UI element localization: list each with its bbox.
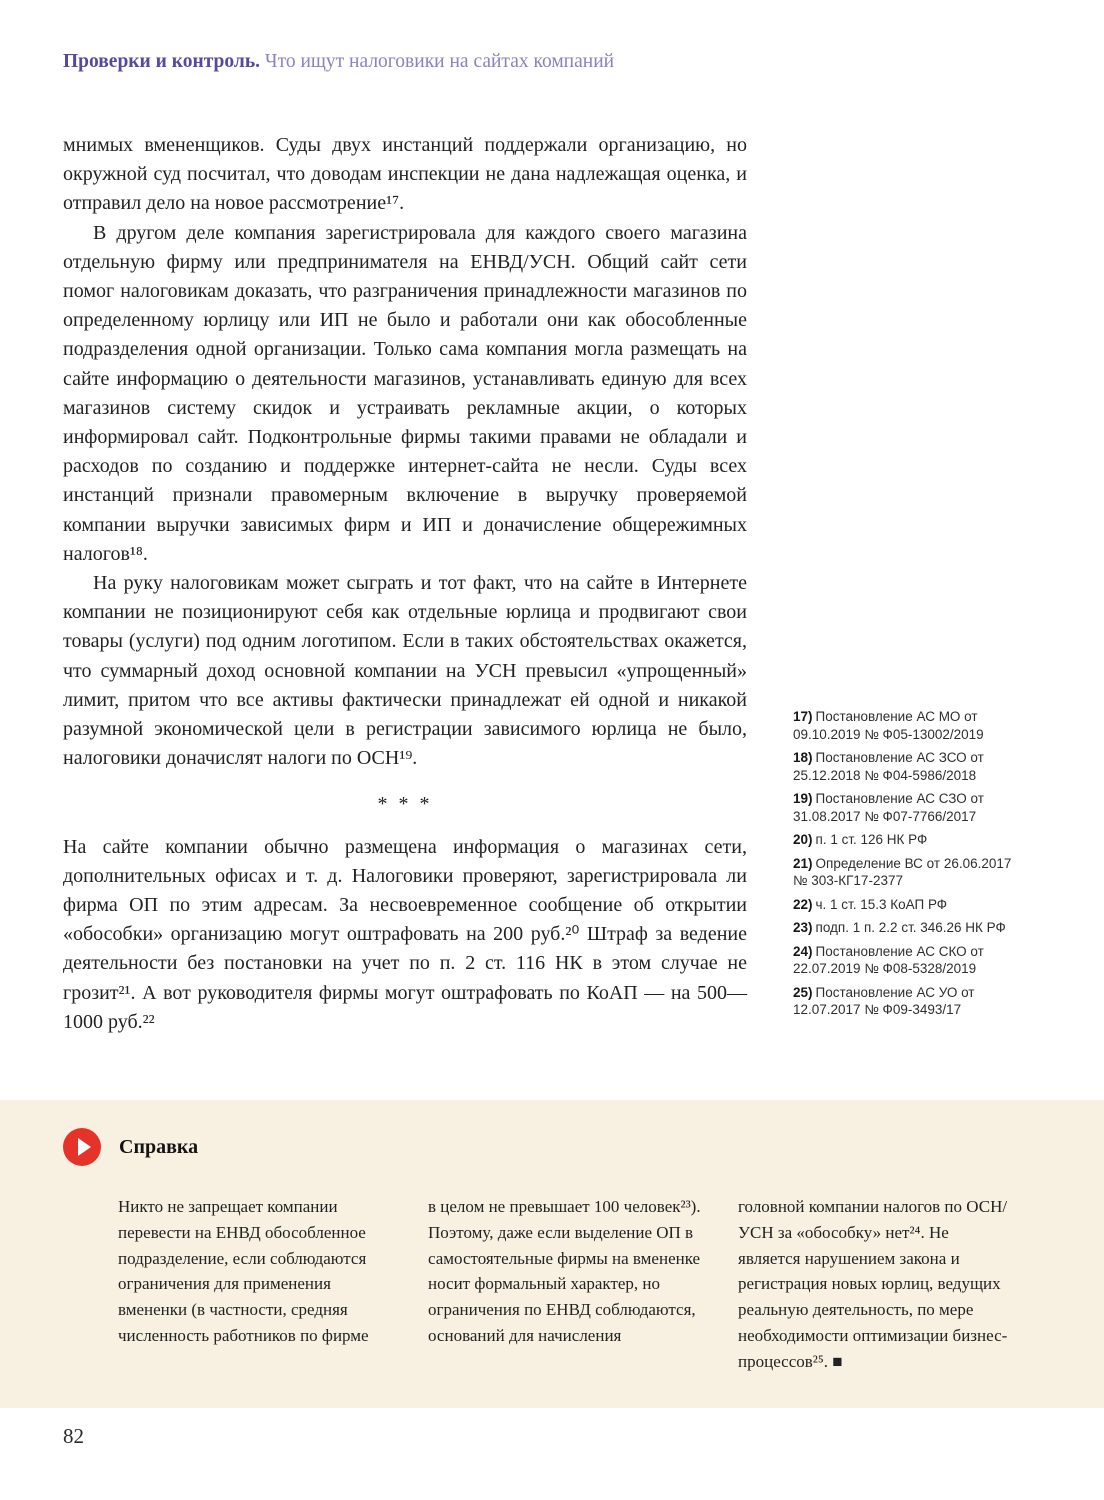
spravka-column: Никто не запрещает компании перевести на ЕНВД обособленное подразделение, если соблюдаются ограничения для применения вмененки (в частности, средняя численность работников по фирме [118, 1197, 369, 1345]
section-separator: * * * [377, 793, 433, 816]
footnote-text: подп. 1 п. 2.2 ст. 346.26 НК РФ [815, 920, 1006, 935]
footnote-number: 22) [793, 896, 813, 912]
spravka-column: головной компании налогов по ОСН/УСН за «обособку» нет²⁴. Не является нарушением закона и регистрация новых юрлиц, ведущих реальную деятельность, по мере необходимости оптимизации бизнес-процессов²⁵. ■ [738, 1197, 1008, 1371]
footnote-number: 18) [793, 750, 813, 765]
article-title: Что ищут налоговики на сайтах компаний [264, 51, 615, 72]
footnote [793, 855, 1015, 890]
footnote-number: 20) [793, 832, 813, 847]
spravka-head [63, 1128, 198, 1166]
footnotes-sidebar [793, 708, 1015, 1025]
footnote-number: 17) [793, 709, 813, 724]
footnote [793, 943, 1015, 978]
footnote [793, 984, 1015, 1019]
footnote-text: п. 1 ст. 126 НК РФ [815, 832, 928, 847]
play-icon [63, 1128, 101, 1166]
footnote-number: 24) [793, 943, 813, 959]
footnote-text: Определение ВС от 26.06.2017 № 303-КГ17-2377 [793, 855, 1012, 888]
footnote-number: 21) [793, 855, 813, 871]
paragraph: мнимых вмененщиков. Суды двух инстанций поддержали организацию, но окружной суд посчитал, что доводам инспекции не дана надлежащая оценка, и отправил дело на новое рассмотрение¹⁷. [63, 134, 747, 215]
footnote [793, 708, 1015, 743]
paragraph: На руку налоговикам может сыграть и тот факт, что на сайте в Интернете компании не позиционируют себя как отдельные юрлица и продвигают свои товары (услуги) под одним логотипом. Если в таких обстоятельствах окажется, что суммарный доход основной компании на УСН превысил «упрощенный» лимит, притом что все активы фактически принадлежат ей одной и никакой разумной экономической цели в регистрации зависимого юрлица не было, налоговики доначислят налоги по ОСН¹⁹. [63, 572, 747, 770]
footnote [793, 831, 1015, 849]
paragraph: В другом деле компания зарегистрировала для каждого своего магазина отдельную фирму или предпринимателя на ЕНВД/УСН. Общий сайт сети помог налоговикам доказать, что разграничения принадлежности магазинов по определенному юрлицу или ИП не было и работали они как обособленные подразделения одной организации. Только сама компания могла размещать на сайте информацию о деятельности магазинов, устанавливать единую для всех магазинов систему скидок и устраивать рекламные акции, о которых информировал сайт. Подконтрольные фирмы такими правами не обладали и расходов по созданию и поддержке интернет-сайта не несли. Суды всех инстанций признали правомерным включение в выручку проверяемой компании выручки зависимых фирм и ИП и доначисление общережимных налогов¹⁸. [63, 221, 747, 565]
section-label: Проверки и контроль. [63, 51, 261, 72]
footnote-number: 23) [793, 920, 813, 935]
footnote [793, 749, 1015, 784]
footnote-text: Постановление АС МО от 09.10.2019 № Ф05-13002/2019 [793, 709, 984, 742]
spravka-column: в целом не превышает 100 человек²³). Поэтому, даже если выделение ОП в самостоятельные фирмы на вмененке носит формальный характер, но ограничения по ЕНВД соблюдаются, оснований для начисления [428, 1197, 701, 1345]
footnote-text: Постановление АС СЗО от 31.08.2017 № Ф07-7766/2017 [793, 791, 984, 824]
paragraph: На сайте компании обычно размещена информация о магазинах сети, дополнительных офисах и т. д. Налоговики проверяют, зарегистрировала ли фирма ОП по этим адресам. За несвоевременное сообщение об открытии «обособки» организацию могут оштрафовать на 200 руб.²⁰ Штраф за ведение деятельности без постановки на учет по п. 2 ст. 116 НК в этом случае не грозит²¹. А вот руководителя фирмы могут оштрафовать по КоАП — на 500—1000 руб.²² [63, 835, 747, 1033]
footnote [793, 896, 1015, 914]
footnote-number: 25) [793, 984, 813, 1000]
running-head [63, 50, 614, 73]
spravka-box [0, 1100, 1104, 1408]
footnote-number: 19) [793, 791, 813, 806]
footnote-text: Постановление АС СКО от 22.07.2019 № Ф08-5328/2019 [793, 943, 984, 976]
footnote-text: Постановление АС УО от 12.07.2017 № Ф09-3493/17 [793, 984, 975, 1017]
footnote [793, 790, 1015, 825]
footnote-text: Постановление АС ЗСО от 25.12.2018 № Ф04-5986/2018 [793, 750, 984, 783]
spravka-title: Справка [119, 1135, 199, 1158]
page-number: 82 [63, 1424, 84, 1448]
footnote-text: ч. 1 ст. 15.3 КоАП РФ [815, 896, 948, 912]
spravka-columns [118, 1194, 1011, 1375]
footnote [793, 919, 1015, 937]
article-body [63, 131, 747, 1037]
